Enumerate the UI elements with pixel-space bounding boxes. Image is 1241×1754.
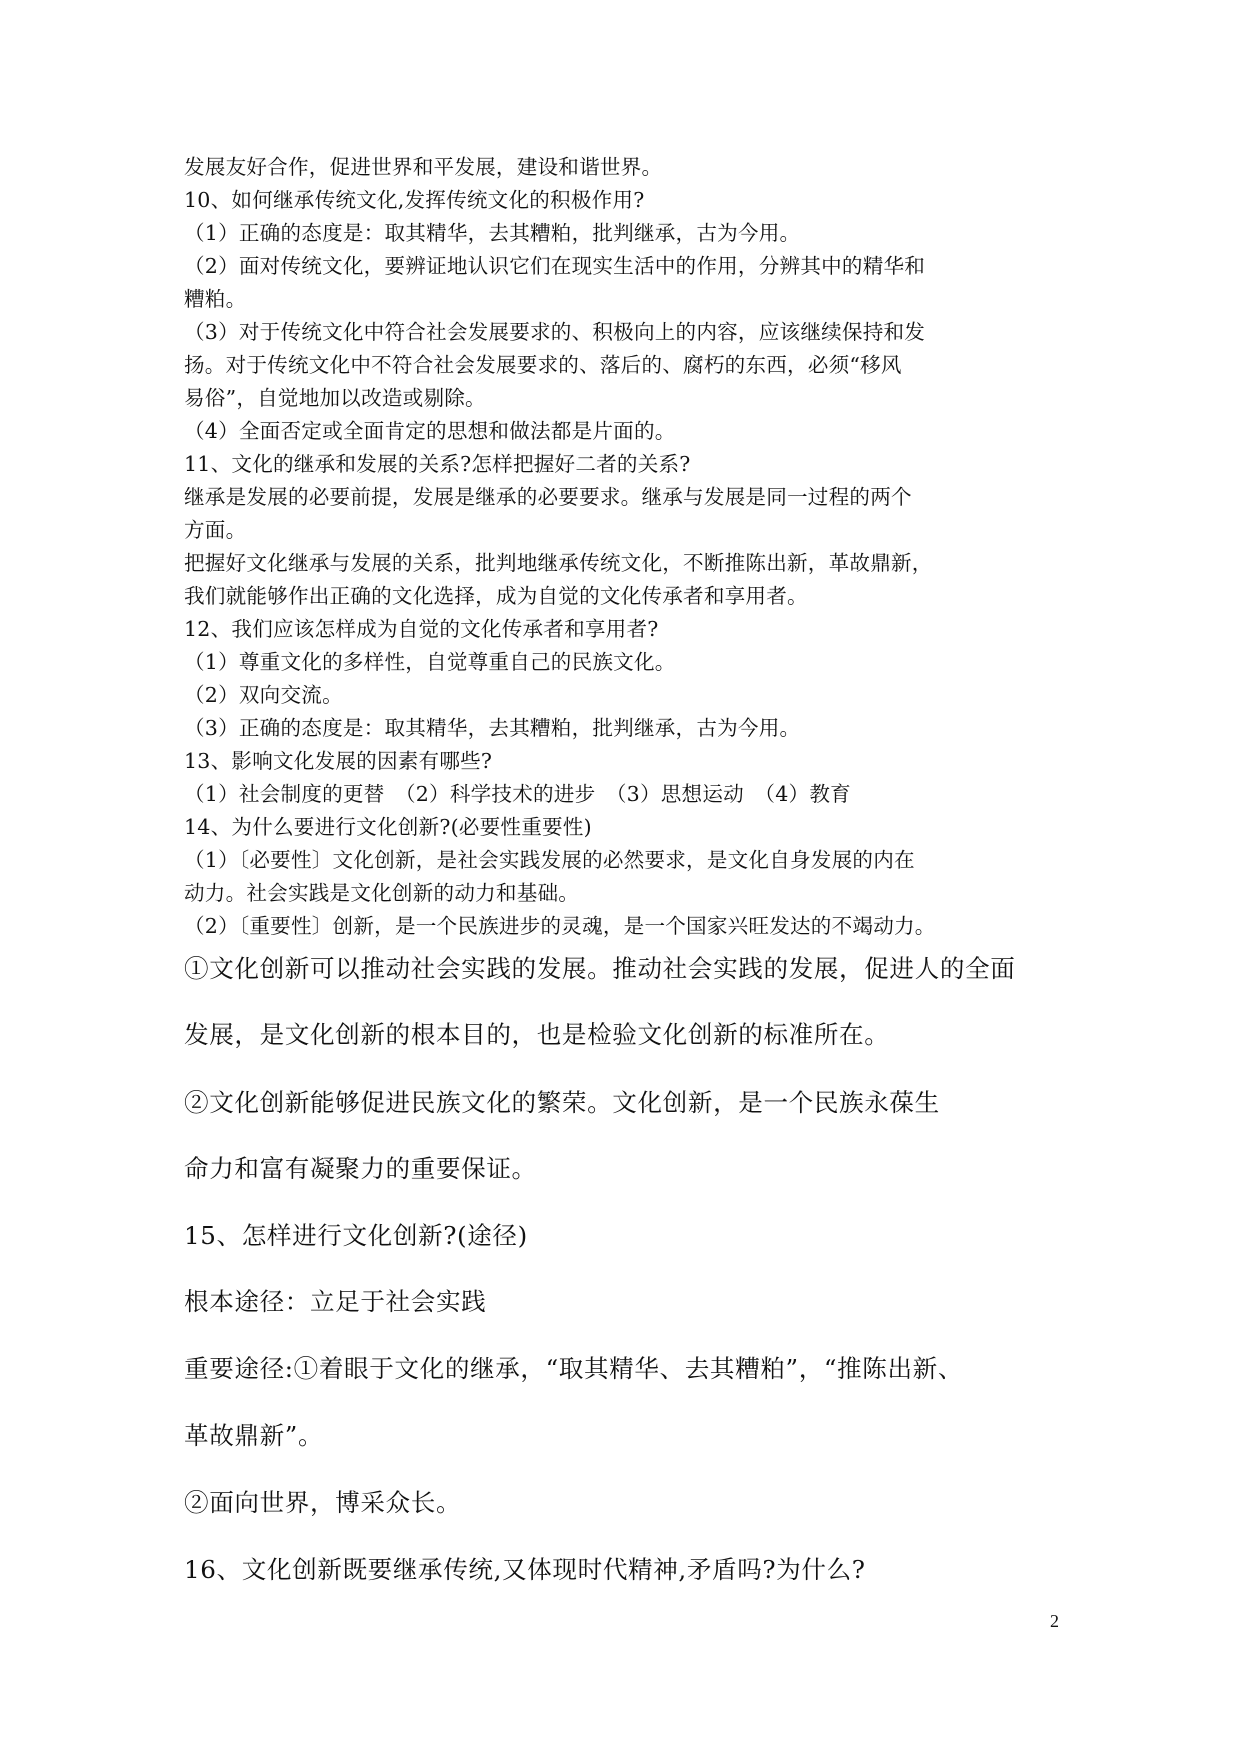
text-line: （3）正确的态度是：取其精华，去其糟粕，批判继承，古为今用。 [184,716,801,740]
page-number: 2 [1050,1611,1059,1631]
text-line: 革故鼎新”。 [184,1421,324,1450]
question-heading: 11、文化的继承和发展的关系?怎样把握好二者的关系? [184,452,691,476]
text-line: ②面向世界，博采众长。 [184,1488,462,1517]
text-line: 扬。对于传统文化中不符合社会发展要求的、落后的、腐朽的东西，必须“移风 [184,353,902,377]
text-line: （1）正确的态度是：取其精华，去其糟粕，批判继承，古为今用。 [184,221,801,245]
text-line: 易俗”，自觉地加以改造或剔除。 [184,386,486,410]
text-line: ①文化创新可以推动社会实践的发展。推动社会实践的发展，促进人的全面 [184,954,1016,983]
text-line: 动力。社会实践是文化创新的动力和基础。 [184,881,580,905]
question-heading: 14、为什么要进行文化创新?(必要性重要性) [184,815,592,839]
text-line: 把握好文化继承与发展的关系，批判地继承传统文化，不断推陈出新，革故鼎新， [184,551,933,575]
question-heading: 16、文化创新既要继承传统,又体现时代精神,矛盾吗?为什么? [184,1555,866,1584]
text-line: 重要途径:①着眼于文化的继承，“取其精华、去其糟粕”，“推陈出新、 [184,1354,964,1383]
text-line: 命力和富有凝聚力的重要保证。 [184,1154,537,1183]
text-line: ②文化创新能够促进民族文化的繁荣。文化创新，是一个民族永葆生 [184,1088,940,1117]
text-line: 方面。 [184,518,247,542]
text-line: （1）社会制度的更替 （2）科学技术的进步 （3）思想运动 （4）教育 [184,782,851,806]
text-line: （2）面对传统文化，要辨证地认识它们在现实生活中的作用，分辨其中的精华和 [184,254,926,278]
question-heading: 15、怎样进行文化创新?(途径) [184,1221,528,1250]
text-line: （1）〔必要性〕文化创新，是社会实践发展的必然要求，是文化自身发展的内在 [184,848,915,872]
question-heading: 13、影响文化发展的因素有哪些? [184,749,493,773]
text-line: 继承是发展的必要前提，发展是继承的必要要求。继承与发展是同一过程的两个 [184,485,912,509]
text-line: （2）双向交流。 [184,683,343,707]
text-line: 我们就能够作出正确的文化选择，成为自觉的文化传承者和享用者。 [184,584,808,608]
question-heading: 12、我们应该怎样成为自觉的文化传承者和享用者? [184,617,659,641]
text-line: （4）全面否定或全面肯定的思想和做法都是片面的。 [184,419,676,443]
text-line: 发展友好合作，促进世界和平发展，建设和谐世界。 [184,155,663,179]
text-line: （1）尊重文化的多样性，自觉尊重自己的民族文化。 [184,650,676,674]
text-line: （2）〔重要性〕创新，是一个民族进步的灵魂，是一个国家兴旺发达的不竭动力。 [184,914,936,938]
question-heading: 10、如何继承传统文化,发挥传统文化的积极作用? [184,188,645,212]
text-line: 发展，是文化创新的根本目的，也是检验文化创新的标准所在。 [184,1020,890,1049]
text-line: （3）对于传统文化中符合社会发展要求的、积极向上的内容，应该继续保持和发 [184,320,926,344]
text-line: 糟粕。 [184,287,247,311]
text-line: 根本途径：立足于社会实践 [184,1287,487,1316]
